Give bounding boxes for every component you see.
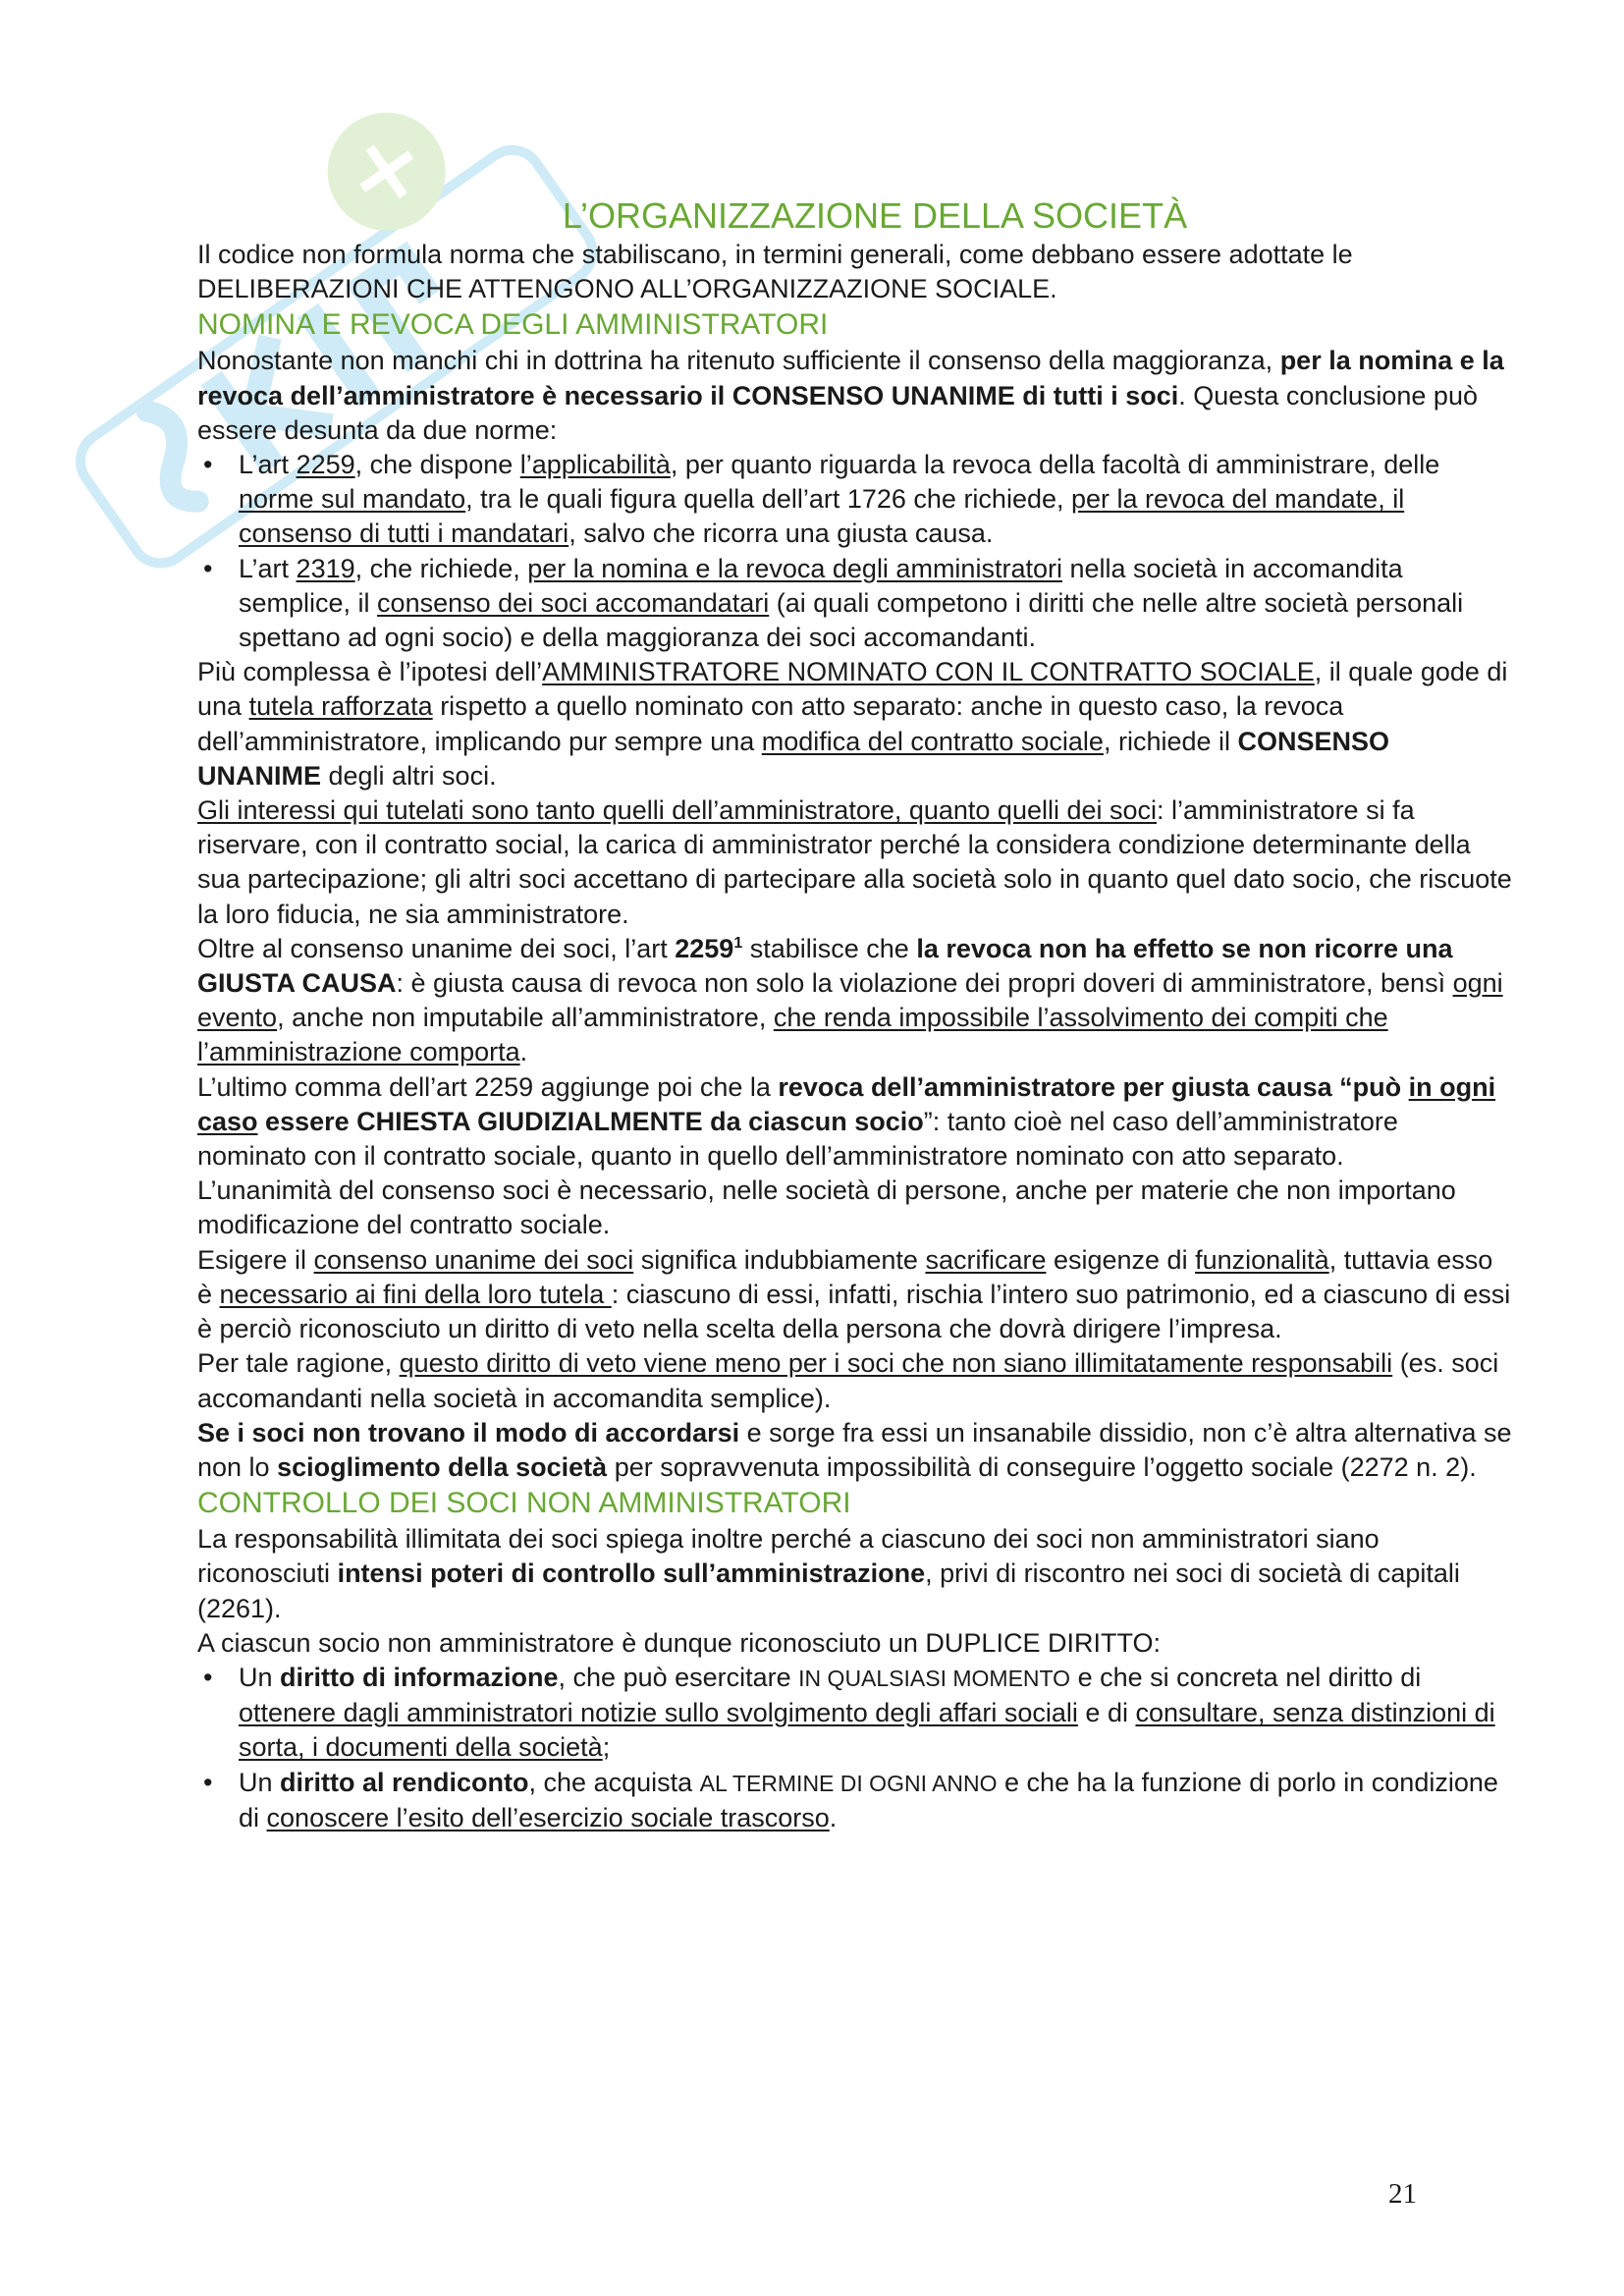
bold-run: la revoca non ha effetto se non ricorre una GIUSTA CAUSA bbox=[197, 933, 1453, 999]
text-run: : l’amministratore si fa riservare, con il contratto social, la carica di amministrator perché la considera condizione determinante della sua partecipazione; gli altri soci accettano di partecipare alla società solo in quanto quel dato socio, che riscuote la loro fiducia, ne sia amministratore. bbox=[197, 795, 1512, 929]
paragraph-unanimita: L’unanimità del consenso soci è necessario, nelle società di persone, anche per materie che non importano modificazione del contratto sociale. bbox=[197, 1175, 1456, 1240]
footnote-marker[interactable]: 1 bbox=[733, 934, 743, 952]
text-run: : è giusta causa di revoca non solo la violazione dei propri doveri di amministratore, bensì bbox=[396, 968, 1453, 999]
paragraph-scioglimento bbox=[197, 1416, 1513, 1485]
text-run: La responsabilità illimitata dei soci spiega inoltre perché a ciascuno dei soci non amministratori siano riconosciuti bbox=[197, 1524, 1380, 1589]
page-number: 21 bbox=[1388, 2178, 1417, 2210]
paragraph-diritto-veto bbox=[197, 1346, 1513, 1415]
text-run: rispetto a quello nominato con atto separato: anche in questo caso, la revoca dell’amministratore, implicando pur sempre una bbox=[197, 691, 1344, 756]
text-run: Nonostante non manchi chi in dottrina ha ritenuto sufficiente il consenso della maggioranza, bbox=[197, 346, 1280, 376]
bold-run: intensi poteri di controllo sull’amministrazione bbox=[337, 1558, 926, 1589]
paragraph-giusta-causa bbox=[197, 932, 1513, 1070]
list-item-diritto-rendiconto bbox=[197, 1766, 1513, 1835]
text-run: , anche non imputabile all’amministratore, bbox=[277, 1003, 774, 1033]
section-heading-controllo-soci: CONTROLLO DEI SOCI NON AMMINISTRATORI bbox=[197, 1487, 851, 1520]
text-run: e che si concreta nel diritto di bbox=[1070, 1662, 1422, 1692]
underlined-run: sacrificare bbox=[925, 1244, 1047, 1275]
text-run: (es. soci accomandanti nella società in accomandita semplice). bbox=[197, 1348, 1499, 1413]
paragraph-responsabilita bbox=[197, 1522, 1513, 1626]
underlined-run: conoscere l’esito dell’esercizio sociale trascorso bbox=[266, 1802, 830, 1832]
bold-underlined-run: in ogni caso bbox=[197, 1071, 1496, 1136]
text-run: Un bbox=[239, 1767, 281, 1797]
bold-run: per la nomina e la revoca dell’amministratore è necessario il CONSENSO UNANIME di tutti i soci bbox=[197, 346, 1504, 410]
underlined-run: funzionalità bbox=[1195, 1244, 1329, 1275]
text-run: degli altri soci. bbox=[321, 760, 497, 791]
text-run: per sopravvenuta impossibilità di conseguire l’oggetto sociale (2272 n. 2). bbox=[607, 1451, 1477, 1482]
document-body bbox=[197, 194, 1513, 1835]
bold-run: diritto al rendiconto bbox=[280, 1767, 529, 1797]
underlined-run: ottenere dagli amministratori notizie sullo svolgimento degli affari sociali bbox=[239, 1698, 1078, 1728]
small-caps-run: IN QUALSIASI MOMENTO bbox=[798, 1665, 1071, 1691]
section-heading-nomina-revoca: NOMINA E REVOCA DEGLI AMMINISTRATORI bbox=[197, 308, 829, 342]
text-run: ”: tanto cioè nel caso dell’amministratore nominato con il contratto sociale, quanto in quello dell’amministratore nominato con atto separato. bbox=[197, 1106, 1398, 1172]
text-run: (ai quali competono i diritti che nelle altre società personali spettano ad ogni socio) e della maggioranza dei soci accomandanti. bbox=[239, 587, 1464, 653]
text-run: significa indubbiamente bbox=[633, 1244, 926, 1275]
bold-run: CONSENSO UNANIME bbox=[197, 726, 1390, 791]
text-run: nella società in accomandita semplice, il bbox=[239, 553, 1403, 618]
text-run: L’art bbox=[239, 553, 297, 583]
bold-run: diritto di informazione bbox=[280, 1662, 559, 1692]
text-run: Più complessa è l’ipotesi dell’ bbox=[197, 657, 543, 687]
paragraph-interessi bbox=[197, 793, 1513, 932]
text-run: , per quanto riguarda la revoca della facoltà di amministrare, delle bbox=[670, 450, 1440, 480]
bold-run: 2259 bbox=[675, 933, 734, 963]
underlined-run: Gli interessi qui tutelati sono tanto quelli dell’amministratore, quanto quelli dei soci bbox=[197, 795, 1158, 826]
underlined-run: norme sul mandato bbox=[239, 484, 466, 515]
text-run: : ciascuno di essi, infatti, rischia l’intero suo patrimonio, ed a ciascuno di essi è perciò riconosciuto un diritto di veto nella scelta della persona che dovrà dirigere l’impresa. bbox=[197, 1279, 1511, 1344]
underlined-run: 2319 bbox=[296, 553, 355, 583]
text-run: Oltre al consenso unanime dei soci, l’art bbox=[197, 933, 676, 963]
text-run: e sorge fra essi un insanabile dissidio, non c’è altra alternativa se non lo bbox=[197, 1417, 1512, 1482]
text-run: esigenze di bbox=[1046, 1244, 1196, 1275]
page-title: L’ORGANIZZAZIONE DELLA SOCIETÀ bbox=[562, 195, 1188, 236]
underlined-run: AMMINISTRATORE NOMINATO CON IL CONTRATTO SOCIALE bbox=[542, 657, 1315, 687]
text-run: , che può esercitare bbox=[558, 1662, 799, 1692]
bold-run: scioglimento della società bbox=[277, 1451, 608, 1482]
text-run: L’ultimo comma dell’art 2259 aggiunge poi che la bbox=[197, 1071, 779, 1102]
paragraph-consenso bbox=[197, 344, 1513, 448]
text-run: stabilisce che bbox=[742, 933, 917, 963]
underlined-run: che renda impossibile l’assolvimento dei compiti che l’amministrazione comporta bbox=[197, 1003, 1388, 1067]
underlined-run: consenso unanime dei soci bbox=[313, 1244, 634, 1275]
paragraph-esigere-consenso bbox=[197, 1243, 1513, 1347]
list-item-art-2259 bbox=[197, 448, 1513, 552]
text-run: , che richiede, bbox=[354, 553, 528, 583]
text-run: Per tale ragione, bbox=[197, 1348, 400, 1379]
text-run: . bbox=[519, 1037, 528, 1067]
bold-run: essere CHIESTA GIUDIZIALMENTE da ciascun socio bbox=[257, 1106, 924, 1136]
underlined-run: consenso dei soci accomandatari bbox=[377, 587, 770, 618]
text-run: , che dispone bbox=[354, 450, 520, 480]
underlined-run: necessario ai fini della loro tutela bbox=[219, 1279, 612, 1309]
underlined-run: ogni evento bbox=[197, 968, 1503, 1033]
intro-caps-text: DELIBERAZIONI CHE ATTENGONO ALL’ORGANIZZAZIONE SOCIALE. bbox=[197, 274, 1057, 304]
text-run: , tra le quali figura quella dell’art 1726 che richiede, bbox=[465, 484, 1071, 515]
underlined-run: modifica del contratto sociale bbox=[761, 726, 1104, 756]
underlined-run: per la nomina e la revoca degli amministratori bbox=[527, 553, 1062, 583]
paragraph-duplice-diritto: A ciascun socio non amministratore è dunque riconosciuto un DUPLICE DIRITTO: bbox=[197, 1627, 1161, 1658]
underlined-run: questo diritto di veto viene meno per i soci che non siano illimitatamente responsabili bbox=[399, 1348, 1393, 1379]
underlined-run: tutela rafforzata bbox=[248, 691, 433, 722]
text-run: . bbox=[829, 1802, 838, 1832]
text-run: , che acquista bbox=[528, 1767, 700, 1797]
list-item-art-2319 bbox=[197, 552, 1513, 656]
text-run: Esigere il bbox=[197, 1244, 314, 1275]
paragraph-ultimo-comma bbox=[197, 1070, 1513, 1175]
small-caps-run: AL TERMINE DI OGNI ANNO bbox=[699, 1770, 998, 1796]
text-run: ; bbox=[602, 1732, 611, 1763]
list-item-diritto-informazione bbox=[197, 1661, 1513, 1766]
text-run: e che ha la funzione di porlo in condizione di bbox=[239, 1767, 1498, 1832]
paragraph-amministratore-nominato bbox=[197, 655, 1513, 793]
text-run: , salvo che ricorra una giusta causa. bbox=[568, 519, 994, 549]
bold-run: revoca dell’amministratore per giusta causa “può bbox=[778, 1071, 1409, 1102]
bold-run: Se i soci non trovano il modo di accordarsi bbox=[197, 1417, 740, 1448]
norme-list bbox=[197, 448, 1513, 655]
text-run: Un bbox=[239, 1662, 281, 1692]
underlined-run: consultare, senza distinzioni di sorta, i documenti della società bbox=[239, 1698, 1495, 1763]
text-run: e di bbox=[1077, 1698, 1136, 1728]
intro-text: Il codice non formula norma che stabiliscano, in termini generali, come debbano essere adottate le bbox=[197, 240, 1353, 269]
underlined-run: 2259 bbox=[296, 450, 355, 480]
text-run: L’art bbox=[239, 450, 297, 480]
text-run: , tuttavia esso è bbox=[197, 1244, 1493, 1309]
diritti-list bbox=[197, 1661, 1513, 1835]
text-run: , il quale gode di una bbox=[197, 657, 1508, 722]
text-run: , richiede il bbox=[1103, 726, 1238, 756]
text-run: . Questa conclusione può essere desunta da due norme: bbox=[197, 380, 1478, 445]
text-run: , privi di riscontro nei soci di società di capitali (2261). bbox=[197, 1558, 1460, 1623]
underlined-run: per la revoca del mandate, il consenso di tutti i mandatari bbox=[239, 484, 1405, 549]
intro-paragraph bbox=[197, 238, 1513, 306]
underlined-run: l’applicabilità bbox=[519, 450, 671, 480]
